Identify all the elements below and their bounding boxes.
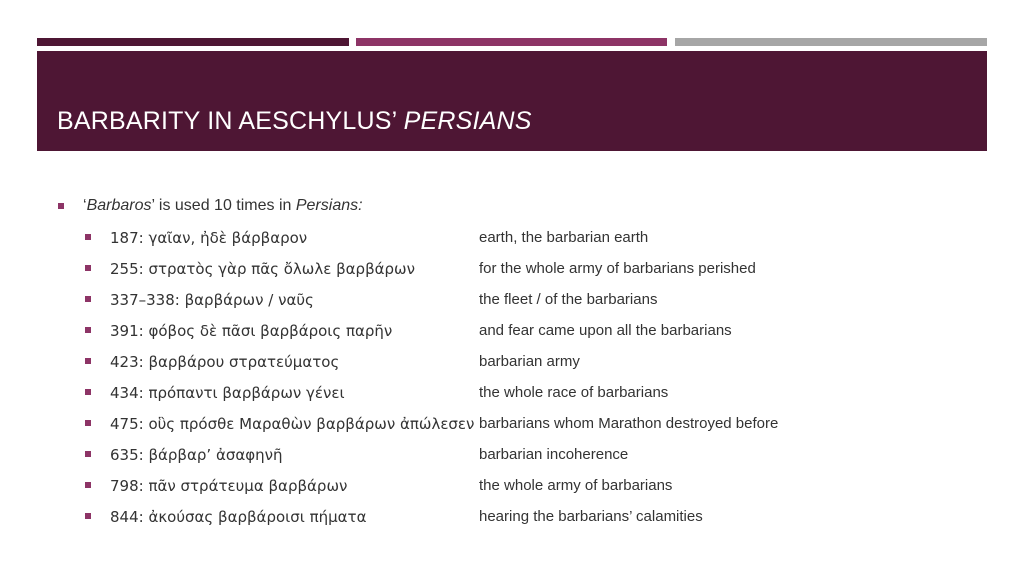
english-translation: earth, the barbarian earth — [479, 229, 649, 246]
title-main: BARBARITY IN AESCHYLUS’ — [57, 107, 404, 135]
square-bullet-icon — [85, 389, 91, 395]
greek-text: 337–338: βαρβάρων / ναῦς — [110, 291, 314, 309]
english-translation: and fear came upon all the barbarians — [479, 322, 732, 339]
english-translation: the whole race of barbarians — [479, 384, 669, 401]
intro-word: Barbaros — [86, 197, 152, 214]
english-translation: the fleet / of the barbarians — [479, 291, 658, 308]
title-italic: PERSIANS — [403, 107, 532, 135]
square-bullet-icon — [85, 296, 91, 302]
greek-text: 844: ἀκούσας βαρβάροισι πήματα — [110, 508, 367, 526]
citation-row — [85, 353, 985, 373]
english-translation: barbarian army — [479, 353, 580, 370]
greek-text: 475: οὓς πρόσθε Μαραθὼν βαρβάρων ἀπώλεσεν — [110, 415, 475, 433]
citation-row — [85, 229, 985, 249]
square-bullet-icon — [85, 327, 91, 333]
square-bullet-icon — [85, 513, 91, 519]
english-translation: for the whole army of barbarians perished — [479, 260, 756, 277]
english-translation: hearing the barbarians’ calamities — [479, 508, 703, 525]
greek-text: 423: βαρβάρου στρατεύματος — [110, 353, 340, 371]
greek-text: 391: φόβος δὲ πᾶσι βαρβάροις παρῆν — [110, 322, 393, 340]
square-bullet-icon — [85, 358, 91, 364]
citation-row — [85, 415, 985, 435]
english-translation: barbarian incoherence — [479, 446, 629, 463]
citation-row — [85, 508, 985, 528]
citation-row — [85, 384, 985, 404]
greek-text: 255: στρατὸς γὰρ πᾶς ὄλωλε βαρβάρων — [110, 260, 415, 278]
citation-row — [85, 446, 985, 466]
intro-text: ‘Barbaros’ is used 10 times in Persians: — [83, 197, 363, 214]
citation-row — [85, 291, 985, 311]
greek-text: 635: βάρβαρ’ ἀσαφηνῆ — [110, 446, 283, 464]
english-translation: barbarians whom Marathon destroyed before — [479, 415, 779, 432]
english-translation: the whole army of barbarians — [479, 477, 673, 494]
square-bullet-icon — [85, 420, 91, 426]
square-bullet-icon — [85, 482, 91, 488]
square-bullet-icon — [85, 451, 91, 457]
citation-row — [85, 322, 985, 342]
greek-text: 187: γαῖαν, ἠδὲ βάρβαρον — [110, 229, 308, 247]
greek-text: 798: πᾶν στράτευμα βαρβάρων — [110, 477, 348, 495]
greek-text: 434: πρόπαντι βαρβάρων γένει — [110, 384, 345, 402]
citation-row — [85, 477, 985, 497]
square-bullet-icon — [58, 203, 64, 209]
citation-row — [85, 260, 985, 280]
square-bullet-icon — [85, 265, 91, 271]
intro-work: Persians: — [295, 197, 363, 214]
square-bullet-icon — [85, 234, 91, 240]
